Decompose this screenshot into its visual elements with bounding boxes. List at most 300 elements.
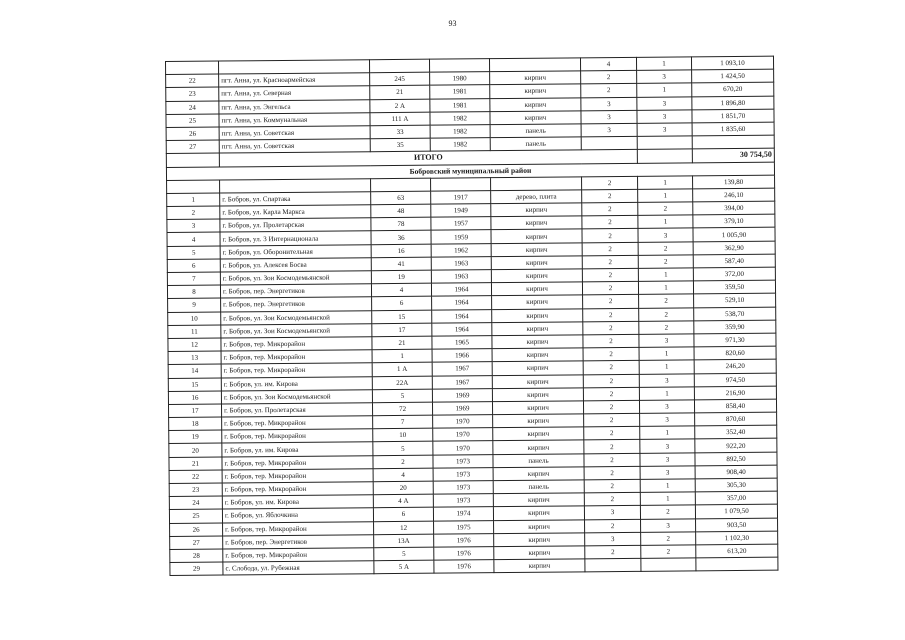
area-cell: 362,90 [693,241,775,255]
row-number: 9 [168,298,221,312]
area-cell: 971,30 [694,333,776,347]
entrances-cell: 3 [640,439,695,453]
address-cell: г. Бобров, ул. Зои Космодемьянской [220,271,371,286]
row-number: 5 [167,246,220,260]
house-number-cell: 6 [373,508,433,522]
address-cell: пгт. Анна, ул. Энгельса [219,99,370,114]
address-cell: г. Бобров, ул. Яблочкина [222,508,373,523]
house-number-cell: 1 А [372,362,432,376]
house-number-cell: 5 [372,389,432,403]
entrances-cell: 3 [637,110,692,124]
year-cell: 1982 [430,138,490,152]
material-cell: кирпич [490,97,581,111]
row-number: 18 [169,417,222,431]
area-cell: 1 079,50 [695,505,777,519]
year-cell: 1969 [432,402,492,416]
entrances-cell: 1 [638,189,693,203]
row-number: 27 [166,140,219,154]
year-cell: 1959 [431,230,491,244]
total-num-cell [166,153,219,167]
floors-cell: 2 [584,466,640,480]
row-number: 4 [167,232,220,246]
address-cell: г. Бобров, тер. Микрорайон [221,350,372,365]
year-cell: 1962 [431,243,491,257]
area-cell: 246,20 [694,359,776,373]
year-cell: 1917 [431,191,491,205]
entrances-cell: 1 [637,83,692,97]
year-cell: 1973 [433,494,493,508]
year-cell: 1967 [432,375,492,389]
row-number: 13 [168,351,221,365]
row-number: 19 [169,430,222,444]
row-number: 17 [168,404,221,418]
row-number: 2 [167,206,220,220]
entrances-cell: 1 [638,176,693,190]
floors-cell: 2 [583,334,639,348]
row-number: 21 [169,457,222,471]
material-cell: кирпич [490,84,581,98]
area-cell: 216,90 [694,386,776,400]
house-number-cell: 48 [371,204,431,218]
total-label: ИТОГО [219,150,637,167]
housing-table [165,56,778,577]
entrances-cell: 3 [639,334,694,348]
house-number-cell: 22А [372,376,432,390]
house-number-cell: 2 А [370,99,430,113]
year-cell: 1970 [433,415,493,429]
row-number: 24 [169,496,222,510]
row-number: 23 [169,483,222,497]
material-cell: кирпич [493,427,584,441]
house-number-cell: 21 [370,86,430,100]
material-cell: кирпич [492,361,583,375]
house-number-cell: 7 [373,415,433,429]
row-number: 22 [166,74,219,88]
year-cell: 1976 [434,560,494,574]
row-number: 27 [170,536,223,550]
row-number: 25 [169,509,222,523]
total-value: 30 754,50 [692,148,774,162]
row-number: 6 [167,259,220,273]
row-number: 26 [166,127,219,141]
year-cell: 1974 [433,507,493,521]
entrances-cell: 3 [641,518,696,532]
house-number-cell: 16 [371,244,431,258]
area-cell: 359,50 [693,280,775,294]
entrances-cell: 3 [640,466,695,480]
address-cell: г. Бобров, тер. Микрорайон [222,469,373,484]
area-cell: 820,60 [694,346,776,360]
area-cell: 305,30 [695,478,777,492]
address-cell: г. Бобров, ул. Алексея Босва [220,258,371,273]
address-cell: г. Бобров, тер. Микрорайон [221,363,372,378]
entrances-cell: 2 [639,307,694,321]
material-cell: кирпич [494,519,585,533]
entrances-cell: 2 [640,505,695,519]
entrances-cell: 3 [638,228,693,242]
material-cell: кирпич [492,374,583,388]
house-number-cell: 4 А [373,494,433,508]
entrances-cell: 1 [638,268,693,282]
area-cell [692,135,774,149]
year-cell: 1957 [431,217,491,231]
material-cell: кирпич [492,295,583,309]
house-number-cell [371,178,431,192]
area-cell: 394,00 [693,201,775,215]
area-cell: 974,50 [694,373,776,387]
material-cell: кирпич [492,348,583,362]
year-cell [429,59,489,73]
address-cell: г. Бобров, пер. Энергетиков [220,284,371,299]
page-number: 93 [448,19,457,28]
address-cell: г. Бобров, ул. Спартака [220,192,371,207]
floors-cell: 2 [582,176,638,190]
material-cell: кирпич [494,533,585,547]
entrances-cell: 2 [641,545,696,559]
house-number-cell: 78 [371,217,431,231]
row-number: 16 [168,391,221,405]
address-cell: г. Бобров, тер. Микрорайон [222,429,373,444]
house-number-cell: 41 [371,257,431,271]
entrances-cell: 1 [638,215,693,229]
entrances-cell: 1 [640,426,695,440]
row-number [166,61,219,75]
row-number: 14 [168,364,221,378]
area-cell: 1 102,30 [696,531,778,545]
house-number-cell: 13А [374,534,434,548]
floors-cell: 2 [583,387,639,401]
area-cell: 379,10 [693,214,775,228]
floors-cell: 2 [582,229,638,243]
row-number: 28 [170,549,223,563]
house-number-cell: 17 [372,323,432,337]
house-number-cell: 6 [372,297,432,311]
house-number-cell: 36 [371,231,431,245]
address-cell: г. Бобров, тер. Микрорайон [222,482,373,497]
year-cell: 1949 [431,204,491,218]
floors-cell: 2 [583,295,639,309]
material-cell: кирпич [493,440,584,454]
floors-cell: 2 [584,453,640,467]
area-cell: 908,40 [695,465,777,479]
row-number: 12 [168,338,221,352]
area-cell: 1 835,60 [692,122,774,136]
address-cell: г. Бобров, тер. Микрорайон [221,337,372,352]
material-cell: кирпич [491,242,582,256]
address-cell: г. Бобров, пер. Энергетиков [223,534,374,549]
material-cell: кирпич [493,493,584,507]
address-cell: пгт. Анна, ул. Северная [219,86,370,101]
area-cell [696,557,778,571]
house-number-cell: 12 [374,521,434,535]
floors-cell: 2 [582,202,638,216]
row-number: 3 [167,219,220,233]
floors-cell [581,137,637,151]
address-cell: г. Бобров, пер. Энергетиков [221,297,372,312]
house-number-cell: 2 [373,455,433,469]
address-cell: пгт. Анна, ул. Красноармейская [219,73,370,88]
year-cell: 1967 [432,362,492,376]
material-cell: кирпич [493,506,584,520]
floors-cell: 2 [582,189,638,203]
area-cell: 870,60 [695,412,777,426]
year-cell: 1982 [430,111,490,125]
house-number-cell: 63 [371,191,431,205]
address-cell: г. Бобров, ул. Зои Космодемьянской [221,310,372,325]
floors-cell: 2 [582,282,638,296]
material-cell: кирпич [493,467,584,481]
year-cell: 1980 [430,72,490,86]
area-cell: 372,00 [693,267,775,281]
house-number-cell: 20 [373,481,433,495]
entrances-cell: 3 [637,70,692,84]
material-cell: кирпич [494,546,585,560]
entrances-cell: 2 [639,294,694,308]
floors-cell: 2 [584,413,640,427]
row-number: 10 [168,312,221,326]
year-cell: 1970 [433,428,493,442]
area-cell: 903,50 [696,518,778,532]
house-number-cell: 21 [372,336,432,350]
entrances-cell: 2 [638,202,693,216]
floors-cell: 2 [581,84,637,98]
material-cell: кирпич [494,559,585,573]
material-cell: панель [490,124,581,138]
address-cell: г. Бобров, ул. Пролетарская [221,403,372,418]
area-cell: 613,20 [696,544,778,558]
house-number-cell: 19 [371,270,431,284]
year-cell: 1975 [434,520,494,534]
material-cell: дерево, плита [491,190,582,204]
house-number-cell: 111 А [370,112,430,126]
address-cell: г. Бобров, ул. 3 Интернационала [220,231,371,246]
house-number-cell: 72 [372,402,432,416]
floors-cell: 2 [585,545,641,559]
address-cell: г. Бобров, тер. Микрорайон [223,548,374,563]
floors-cell: 2 [582,216,638,230]
entrances-cell: 2 [639,321,694,335]
entrances-cell: 2 [641,532,696,546]
entrances-cell: 2 [638,255,693,269]
entrances-cell: 2 [638,242,693,256]
floors-cell: 2 [584,479,640,493]
house-number-cell: 10 [373,428,433,442]
row-number: 24 [166,101,219,115]
address-cell: г. Бобров, ул. Пролетарская [220,218,371,233]
row-number: 25 [166,114,219,128]
material-cell: панель [490,137,581,151]
area-cell: 1 005,90 [693,228,775,242]
year-cell: 1964 [432,296,492,310]
house-number-cell: 4 [371,283,431,297]
entrances-cell [637,136,692,150]
floors-cell: 2 [583,361,639,375]
row-number: 11 [168,325,221,339]
entrances-cell: 1 [636,57,691,71]
entrances-cell: 1 [638,281,693,295]
row-number: 8 [167,285,220,299]
address-cell: пгт. Анна, ул. Советская [219,126,370,141]
material-cell: кирпич [492,335,583,349]
floors-cell: 2 [583,308,639,322]
floors-cell: 2 [583,374,639,388]
entrances-cell: 1 [639,347,694,361]
row-number: 26 [170,523,223,537]
address-cell: г. Бобров, ул. Зои Космодемьянской [221,323,372,338]
row-number: 22 [169,470,222,484]
material-cell: кирпич [491,282,582,296]
address-cell: г. Бобров, ул. Карла Маркса [220,205,371,220]
area-cell: 529,10 [694,294,776,308]
year-cell: 1981 [430,85,490,99]
year-cell: 1981 [430,98,490,112]
year-cell: 1964 [431,283,491,297]
address-cell: г. Бобров, ул. Оборонительная [220,244,371,259]
area-cell: 1 424,50 [692,69,774,83]
area-cell: 538,70 [694,307,776,321]
area-cell: 922,20 [695,439,777,453]
entrances-cell: 3 [640,413,695,427]
address-cell: г. Бобров, тер. Микрорайон [222,455,373,470]
address-cell: пгт. Анна, ул. Коммунальная [219,112,370,127]
floors-cell [585,558,641,572]
address-cell: г. Бобров, тер. Микрорайон [223,521,374,536]
area-cell: 1 851,70 [692,109,774,123]
material-cell: кирпич [492,388,583,402]
material-cell: кирпич [491,203,582,217]
floors-cell: 2 [583,400,639,414]
material-cell: кирпич [491,216,582,230]
entrances-cell: 1 [640,492,695,506]
address-cell: г. Бобров, ул. им. Кирова [222,442,373,457]
entrances-cell: 3 [639,373,694,387]
material-cell [491,177,582,191]
area-cell: 139,80 [693,175,775,189]
floors-cell: 3 [581,97,637,111]
material-cell: кирпич [493,414,584,428]
material-cell: кирпич [490,111,581,125]
house-number-cell: 5 [374,547,434,561]
year-cell: 1966 [432,349,492,363]
floors-cell: 4 [580,57,636,71]
floors-cell: 2 [584,427,640,441]
row-number: 29 [170,562,223,576]
area-cell: 1 896,80 [692,96,774,110]
year-cell: 1973 [433,454,493,468]
entrances-cell: 3 [637,123,692,137]
material-cell: кирпич [492,401,583,415]
material-cell: панель [493,480,584,494]
address-cell [220,178,371,193]
address-cell: г. Бобров, ул. им. Кирова [222,495,373,510]
row-number: 7 [167,272,220,286]
floors-cell: 3 [585,532,641,546]
house-number-cell: 15 [372,310,432,324]
row-number: 20 [169,443,222,457]
address-cell: г. Бобров, ул. Зои Космодемьянской [221,389,372,404]
year-cell: 1982 [430,125,490,139]
area-cell: 246,10 [693,188,775,202]
year-cell: 1969 [432,388,492,402]
entrances-cell: 1 [639,360,694,374]
floors-cell: 2 [582,268,638,282]
floors-cell: 2 [585,519,641,533]
floors-cell: 2 [582,242,638,256]
address-cell: г. Бобров, тер. Микрорайон [222,416,373,431]
year-cell: 1963 [431,270,491,284]
year-cell: 1976 [434,533,494,547]
material-cell: кирпич [491,269,582,283]
material-cell: кирпич [492,308,583,322]
area-cell: 670,20 [692,83,774,97]
floors-cell: 3 [584,506,640,520]
area-cell: 587,40 [693,254,775,268]
year-cell: 1964 [432,309,492,323]
material-cell: кирпич [491,256,582,270]
entrances-cell: 3 [639,400,694,414]
material-cell: панель [493,453,584,467]
year-cell: 1963 [431,256,491,270]
material-cell [489,58,580,72]
floors-cell: 2 [582,255,638,269]
floors-cell: 2 [584,493,640,507]
material-cell: кирпич [491,229,582,243]
row-number: 23 [166,87,219,101]
floors-cell: 2 [583,347,639,361]
year-cell [431,177,491,191]
year-cell: 1973 [433,467,493,481]
entrances-cell [641,558,696,572]
floors-cell: 2 [583,321,639,335]
table-body-anna [166,56,775,154]
row-number: 1 [167,193,220,207]
year-cell: 1965 [432,336,492,350]
entrances-cell: 3 [637,96,692,110]
year-cell: 1964 [432,322,492,336]
house-number-cell: 5 [373,442,433,456]
area-cell: 858,40 [694,399,776,413]
total-empty-cell [637,149,692,163]
entrances-cell: 3 [640,453,695,467]
house-number-cell: 245 [370,72,430,86]
house-number-cell: 35 [370,138,430,152]
entrances-cell: 1 [639,387,694,401]
address-cell: г. Бобров, ул. им. Кирова [221,376,372,391]
table-body-bobrov [167,175,778,576]
area-cell: 352,40 [695,425,777,439]
material-cell: кирпич [492,322,583,336]
floors-cell: 2 [584,440,640,454]
address-cell: пгт. Анна, ул. Советская [219,139,370,154]
address-cell: с. Слобода, ул. Рубежная [223,561,374,576]
year-cell: 1970 [433,441,493,455]
house-number-cell: 1 [372,349,432,363]
year-cell: 1976 [434,547,494,561]
area-cell: 359,90 [694,320,776,334]
row-number: 15 [168,378,221,392]
floors-cell: 3 [581,110,637,124]
year-cell: 1973 [433,481,493,495]
area-cell: 357,00 [695,491,777,505]
house-number-cell: 5 А [374,560,434,574]
row-number [167,180,220,194]
material-cell: кирпич [490,71,581,85]
address-cell [219,60,370,75]
house-number-cell: 4 [373,468,433,482]
floors-cell: 2 [581,71,637,85]
area-cell: 1 093,10 [691,56,773,70]
section-title: Бобровский муниципальный район [166,162,774,180]
